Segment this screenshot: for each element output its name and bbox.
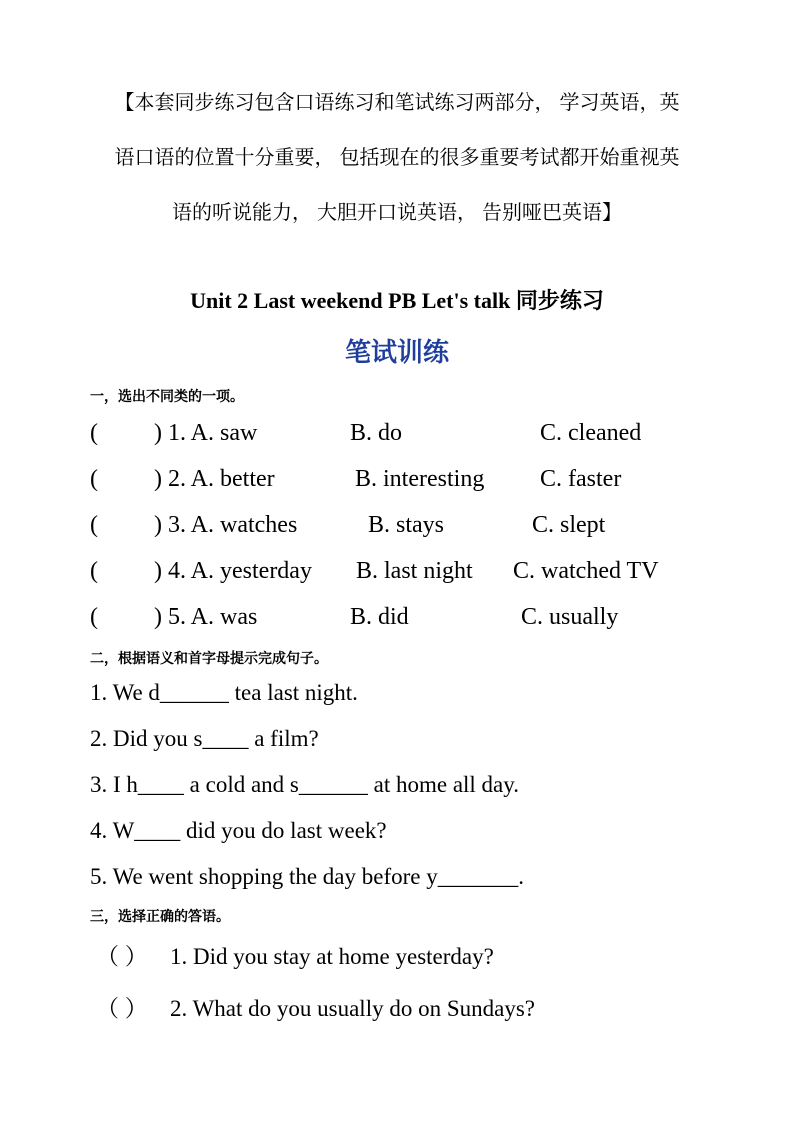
answer-paren: ( (90, 466, 98, 492)
option-c: C. faster (540, 466, 622, 492)
question-row (0, 418, 794, 448)
option-a: ) 1. A. saw (154, 420, 258, 446)
answer-paren: ( (90, 420, 98, 446)
intro-line-2: 语口语的位置十分重要， 包括现在的很多重要考试都开始重视英 (114, 147, 680, 169)
answer-paren: ( (90, 512, 98, 538)
option-c: C. watched TV (513, 558, 659, 584)
option-a: ) 5. A. was (154, 604, 258, 630)
answer-paren: ( (90, 558, 98, 584)
question-text: 2. What do you usually do on Sundays? (170, 996, 535, 1021)
option-c: C. cleaned (540, 420, 642, 446)
intro-line-1: 【本套同步练习包含口语练习和笔试练习两部分， 学习英语，英 (114, 92, 680, 114)
section-2-heading: 二，根据语义和首字母提示完成句子。 (90, 651, 328, 667)
question-row (0, 602, 794, 632)
answer-paren: （ ） (96, 944, 148, 969)
answer-paren: ( (90, 604, 98, 630)
option-a: ) 4. A. yesterday (154, 558, 312, 584)
fill-in-sentence: 3. I h____ a cold and s______ at home all day. (90, 772, 520, 797)
fill-in-sentence: 1. We d______ tea last night. (90, 680, 358, 705)
intro-line-3: 语的听说能力， 大胆开口说英语， 告别哑巴英语】 (172, 202, 622, 224)
section-3-heading: 三，选择正确的答语。 (90, 909, 230, 925)
option-b: B. last night (356, 558, 473, 584)
question-row (0, 464, 794, 494)
answer-paren: （ ） (96, 996, 148, 1021)
answer-question-row (0, 994, 794, 1024)
option-c: C. slept (532, 512, 606, 538)
option-b: B. did (350, 604, 409, 630)
fill-in-sentence: 5. We went shopping the day before y_______. (90, 864, 525, 889)
question-text: 1. Did you stay at home yesterday? (170, 944, 494, 969)
question-row (0, 510, 794, 540)
option-a: ) 2. A. better (154, 466, 275, 492)
answer-question-row (0, 942, 794, 972)
option-a: ) 3. A. watches (154, 512, 298, 538)
option-b: B. stays (368, 512, 445, 538)
worksheet-subtitle: 笔试训练 (344, 338, 449, 368)
option-c: C. usually (521, 604, 619, 630)
worksheet-title: Unit 2 Last weekend PB Let's talk 同步练习 (190, 288, 604, 313)
section-1-heading: 一，选出不同类的一项。 (90, 389, 244, 405)
fill-in-sentence: 2. Did you s____ a film? (90, 726, 319, 751)
fill-in-sentence: 4. W____ did you do last week? (90, 818, 387, 843)
option-b: B. interesting (355, 466, 485, 492)
question-row (0, 556, 794, 586)
option-b: B. do (350, 420, 403, 446)
